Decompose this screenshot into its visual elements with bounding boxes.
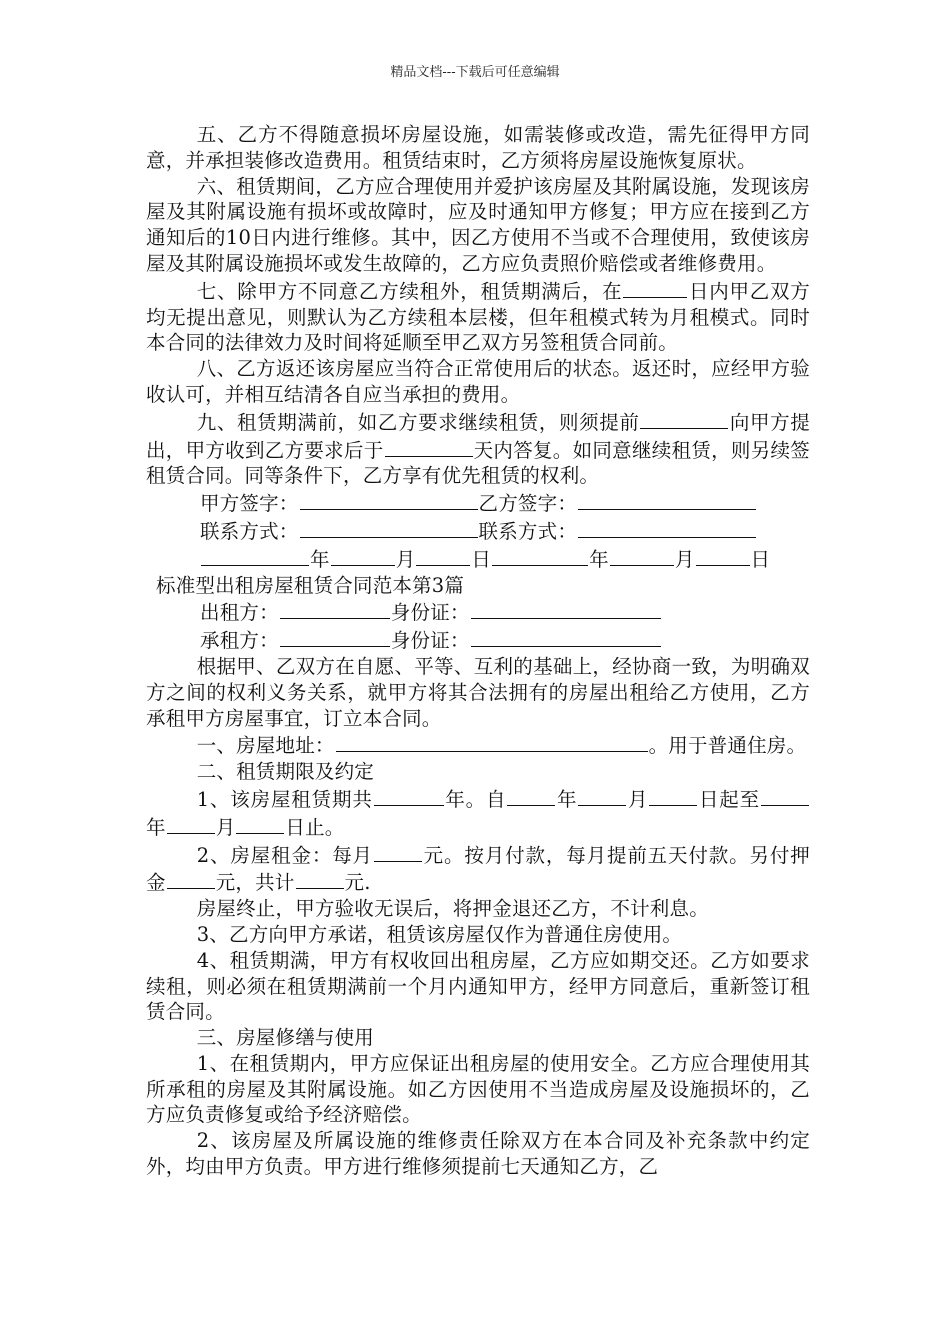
lessor-name-blank — [280, 598, 390, 619]
date-a-year-blank — [201, 545, 309, 566]
document-body — [146, 122, 810, 1180]
contract-3-intro: 根据甲、乙双方在自愿、平等、互利的基础上，经协商一致，为明确双方之间的权利义务关系，就甲方将其合法拥有的房屋出租给乙方使用，乙方承租甲方房屋事宜，订立本合同。 — [146, 654, 810, 730]
page-header: 精品文档---下载后可任意编辑 — [390, 65, 560, 80]
rent-text-a: 2、房屋租金：每月 — [196, 843, 373, 867]
term-text-e: 日起至 — [698, 787, 760, 811]
date-b-day-label: 日 — [750, 547, 771, 571]
clause-8: 八、乙方返还该房屋应当符合正常使用后的状态。返还时，应经甲方验收认可，并相互结清各自应当承担的费用。 — [146, 357, 810, 406]
signature-row — [146, 489, 810, 517]
lessor-row — [146, 598, 810, 626]
term-text-f: 年 — [146, 815, 166, 839]
blank-renewal-days — [623, 277, 687, 298]
clause-9 — [146, 408, 810, 489]
lessee-id-label: 身份证： — [390, 629, 470, 653]
section-3-2: 2、该房屋及所属设施的维修责任除双方在本合同及补充条款中约定外，均由甲方负责。甲方进行维修须提前七天通知乙方，乙 — [146, 1129, 810, 1179]
party-b-contact-label: 联系方式： — [478, 519, 578, 543]
term-text-h: 日止。 — [285, 815, 345, 839]
lessee-name-blank — [280, 626, 390, 647]
clause-7-text-b: 日内甲乙双方均无提出意见，则默认为乙方续租本层楼，但年租模式转为月租模式。同时本合同的法律效力及时间将延顺至甲乙双方另签租赁合同前。 — [146, 279, 810, 355]
section-3-title: 三、房屋修缮与使用 — [196, 1026, 374, 1050]
clause-9-text-b: 向甲方提出，甲方收到乙方要求后于 — [146, 410, 810, 462]
date-b-year-blank — [492, 545, 588, 566]
section-1-address — [146, 731, 810, 759]
date-a-year-label: 年 — [310, 547, 330, 571]
blank-advance-period — [640, 408, 728, 429]
clause-7-text-a: 七、除甲方不同意乙方续租外，租赁期满后，在 — [196, 279, 623, 303]
rent-text-c: 元，共计 — [215, 871, 295, 895]
deposit-return: 房屋终止，甲方验收无误后，将押金退还乙方，不计利息。 — [196, 897, 709, 921]
date-b-year-label: 年 — [589, 547, 609, 571]
term-text-g: 月 — [215, 815, 236, 839]
clause-9-text-a: 九、租赁期满前，如乙方要求继续租赁，则须提前 — [196, 410, 640, 434]
monthly-rent-blank — [374, 841, 422, 862]
date-a-month-blank — [331, 545, 395, 566]
lessor-id-label: 身份证： — [390, 601, 470, 625]
date-a-day-label: 日 — [471, 547, 492, 571]
lessee-id-blank — [471, 626, 661, 647]
section-3-1: 1、在租赁期内，甲方应保证出租房屋的使用安全。乙方应合理使用其所承租的房屋及其附属设施。如乙方因使用不当造成房屋及设施损坏的，乙方应负责修复或给予经济赔偿。 — [146, 1051, 810, 1127]
start-day-blank — [649, 785, 697, 806]
total-blank — [296, 868, 344, 889]
deposit-blank — [167, 868, 215, 889]
party-a-contact-label: 联系方式： — [200, 519, 299, 543]
clause-6: 六、租赁期间，乙方应合理使用并爱护该房屋及其附属设施，发现该房屋及其附属设施有损坏或故障时，应及时通知甲方修复；甲方应在接到乙方通知后的10日内进行维修。其中，因乙方使用不当或不合理使用，致使该房屋及其附属设施损坏或发生故障的，乙方应负责照价赔偿或者维修费用。 — [146, 174, 810, 275]
address-label: 一、房屋地址： — [196, 734, 335, 758]
date-a-month-label: 月 — [395, 547, 416, 571]
date-b-month-blank — [610, 545, 674, 566]
lessor-id-blank — [471, 598, 661, 619]
rent-text-b: 元。按月付款，每月提前五天付款。另付押金 — [146, 843, 810, 895]
party-b-contact-blank — [578, 517, 756, 538]
end-day-blank — [236, 813, 284, 834]
address-usage: 。用于普通住房。 — [648, 734, 807, 758]
clause-5: 五、乙方不得随意损坏房屋设施，如需装修或改造，需先征得甲方同意，并承担装修改造费用。租赁结束时，乙方须将房屋设施恢复原状。 — [146, 123, 810, 172]
term-years-blank — [374, 785, 444, 806]
date-row — [146, 545, 810, 573]
blank-reply-days — [385, 436, 473, 457]
lessee-row — [146, 626, 810, 654]
end-month-blank — [167, 813, 215, 834]
contact-row — [146, 517, 810, 545]
end-year-blank — [761, 785, 809, 806]
term-text-c: 年 — [556, 787, 578, 811]
contract-3-title: 标准型出租房屋租赁合同范本第3篇 — [156, 573, 465, 597]
section-2-2 — [146, 841, 810, 897]
party-a-sign-label: 甲方签字： — [200, 492, 299, 516]
lessee-label: 承租方： — [200, 629, 279, 653]
date-b-day-blank — [696, 545, 750, 566]
date-a-day-blank — [416, 545, 470, 566]
party-b-sign-blank — [578, 489, 756, 510]
start-month-blank — [578, 785, 626, 806]
party-a-sign-blank — [300, 489, 478, 510]
start-year-blank — [507, 785, 555, 806]
section-2-3: 3、乙方向甲方承诺，租赁该房屋仅作为普通住房使用。 — [196, 922, 683, 946]
section-2-4: 4、租赁期满，甲方有权收回出租房屋，乙方应如期交还。乙方如要求续租，则必须在租赁期满前一个月内通知甲方，经甲方同意后，重新签订租赁合同。 — [146, 948, 810, 1024]
rent-text-d: 元. — [344, 871, 371, 895]
section-2-1 — [146, 785, 810, 841]
section-2-title: 二、租赁期限及约定 — [196, 760, 374, 784]
clause-7 — [146, 277, 810, 356]
lessor-label: 出租方： — [200, 601, 279, 625]
term-text-d: 月 — [627, 787, 649, 811]
address-blank — [336, 731, 648, 752]
term-text-a: 1、该房屋租赁期共 — [196, 787, 373, 811]
term-text-b: 年。自 — [444, 787, 507, 811]
party-b-sign-label: 乙方签字： — [478, 492, 578, 516]
date-b-month-label: 月 — [674, 547, 695, 571]
party-a-contact-blank — [300, 517, 478, 538]
clause-9-text-c: 天内答复。如同意继续租赁，则另续签租赁合同。同等条件下，乙方享有优先租赁的权利。 — [146, 438, 810, 488]
